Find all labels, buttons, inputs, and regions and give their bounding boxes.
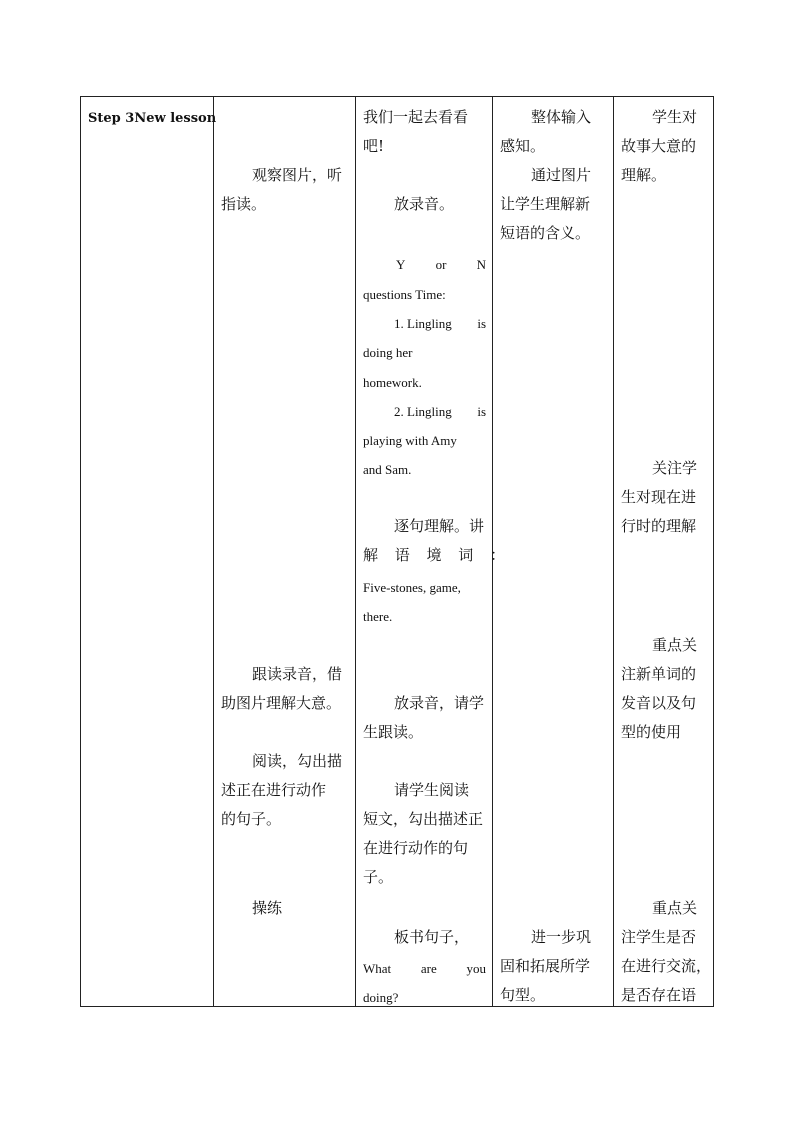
- teacher-activity-line: questions Time:: [363, 287, 446, 302]
- design-intent-column: [493, 97, 613, 1006]
- text-fragment: 2. Lingling: [394, 404, 452, 419]
- design-intent-line: 让学生理解新: [500, 195, 591, 213]
- teacher-activity-line: 板书句子，: [394, 928, 470, 946]
- design-intent-line: 短语的含义。: [500, 224, 591, 242]
- teacher-activity-line: 短文，勾出描述正: [363, 810, 484, 828]
- teacher-activity-line: [394, 309, 486, 338]
- text-fragment: 1. Lingling: [394, 316, 452, 331]
- student-activity-line: 操练: [252, 899, 283, 917]
- design-intent-line: 句型。: [500, 986, 546, 1004]
- evaluation-line: 发音以及句: [621, 694, 697, 712]
- evaluation-line: 注学生是否: [621, 928, 697, 946]
- teacher-activity-column: [356, 97, 512, 1006]
- teacher-activity-line: doing?: [363, 990, 399, 1005]
- step-title: Step 3New lesson: [88, 111, 217, 126]
- teacher-activity-line: Five-stones, game,: [363, 580, 461, 595]
- text-fragment: is: [477, 316, 486, 331]
- student-activity-line: 述正在进行动作: [221, 781, 327, 799]
- text-fragment: What: [363, 961, 392, 976]
- design-intent-line: 感知。: [500, 137, 546, 155]
- text-fragment: or: [435, 257, 447, 272]
- student-activity-line: 观察图片，听: [252, 166, 343, 184]
- evaluation-line: 注新单词的: [621, 665, 697, 683]
- design-intent-line: 整体输入: [531, 108, 592, 126]
- evaluation-line: 生对现在进: [621, 488, 697, 506]
- text-fragment: you: [466, 961, 486, 976]
- student-activity-line: 跟读录音，借: [252, 665, 343, 683]
- design-intent-line: 进一步巩: [531, 928, 592, 946]
- teacher-activity-line: [363, 954, 486, 983]
- teacher-activity-line: 逐句理解。讲: [394, 517, 485, 535]
- design-intent-line: 通过图片: [531, 166, 592, 184]
- teacher-activity-line: [394, 397, 486, 426]
- teacher-activity-line: playing with Amy: [363, 433, 457, 448]
- teacher-activity-line: 吧!: [363, 137, 385, 155]
- evaluation-column: [614, 97, 714, 1006]
- teacher-activity-line: doing her: [363, 345, 413, 360]
- teacher-activity-line: 请学生阅读: [394, 781, 470, 799]
- student-activity-column: [214, 97, 355, 1006]
- evaluation-line: 行时的理解: [621, 517, 697, 535]
- text-fragment: is: [477, 404, 486, 419]
- evaluation-line: 重点关: [652, 899, 698, 917]
- evaluation-line: 故事大意的: [621, 137, 697, 155]
- design-intent-line: 固和拓展所学: [500, 957, 591, 975]
- teacher-activity-line: 解 语 境 词 ：: [363, 546, 512, 564]
- lesson-plan-table: [80, 96, 714, 1007]
- evaluation-line: 学生对: [652, 108, 698, 126]
- teacher-activity-line: 在进行动作的句: [363, 839, 469, 857]
- student-activity-line: 阅读，勾出描: [252, 752, 343, 770]
- evaluation-line: 型的使用: [621, 723, 682, 741]
- teacher-activity-line: 生跟读。: [363, 723, 424, 741]
- teacher-activity-line: 子。: [363, 868, 394, 886]
- teacher-activity-line: 放录音。: [394, 195, 455, 213]
- student-activity-line: 的句子。: [221, 810, 282, 828]
- text-fragment: Y: [396, 257, 406, 272]
- student-activity-line: 指读。: [221, 195, 267, 213]
- evaluation-line: 在进行交流，: [621, 957, 712, 975]
- teacher-activity-line: 放录音，请学: [394, 694, 485, 712]
- teacher-activity-line: [363, 250, 486, 279]
- step-column: [81, 97, 217, 1006]
- text-fragment: N: [476, 257, 486, 272]
- teacher-activity-line: 我们一起去看看: [363, 108, 469, 126]
- evaluation-line: 关注学: [652, 459, 698, 477]
- teacher-activity-line: homework.: [363, 375, 422, 390]
- evaluation-line: 是否存在语: [621, 986, 697, 1004]
- text-fragment: are: [420, 961, 437, 976]
- teacher-activity-line: and Sam.: [363, 462, 412, 477]
- student-activity-line: 助图片理解大意。: [221, 694, 342, 712]
- teacher-activity-line: there.: [363, 609, 393, 624]
- evaluation-line: 理解。: [621, 166, 667, 184]
- evaluation-line: 重点关: [652, 636, 698, 654]
